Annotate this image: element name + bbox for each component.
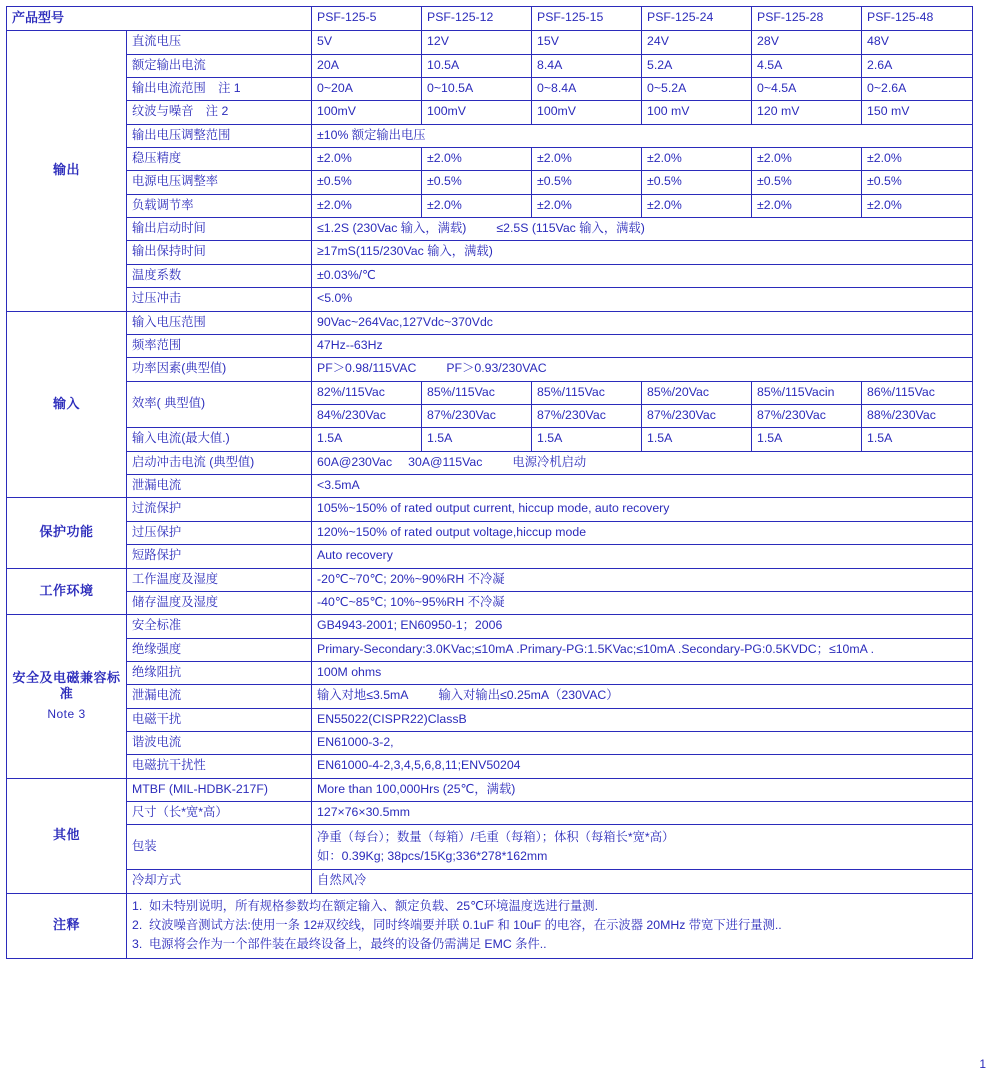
safety-leakage-value (312, 685, 973, 708)
row-label-short-circuit: 短路保护 (127, 545, 312, 568)
remark-line-2 (132, 916, 967, 935)
line-regulation-24: ±0.5% (642, 171, 752, 194)
model-psf-125-5: PSF-125-5 (312, 7, 422, 31)
power-factor-value (312, 358, 973, 381)
row-label-storage-temp: 储存温度及湿度 (127, 591, 312, 614)
over-current-value: 105%~150% of rated output current, hiccup mode, auto recovery (312, 498, 973, 521)
table-row-safety-leakage (7, 685, 973, 708)
rated-current-24: 5.2A (642, 54, 752, 77)
row-label-input-leakage: 泄漏电流 (127, 475, 312, 498)
table-row-rated-current (7, 54, 973, 77)
row-label-temp-coefficient: 温度系数 (127, 264, 312, 287)
table-row-line-regulation (7, 171, 973, 194)
remark-line-1 (132, 897, 967, 916)
mtbf-value: More than 100,000Hrs (25℃，满载) (312, 778, 973, 801)
startup-time-value (312, 218, 973, 241)
category-remarks: 注释 (7, 893, 127, 958)
ripple-noise-5: 100mV (312, 101, 422, 124)
table-row-cooling (7, 870, 973, 893)
table-row-temp-coefficient (7, 264, 973, 287)
current-range-48: 0~2.6A (862, 77, 973, 100)
table-row-hold-time (7, 241, 973, 264)
table-row-short-circuit (7, 545, 973, 568)
specification-table (6, 6, 973, 959)
startup-time-230: ≤1.2S (230Vac 输入，满载) (317, 221, 467, 236)
table-row-operating-temp (7, 568, 973, 591)
short-circuit-value: Auto recovery (312, 545, 973, 568)
inrush-current-230: 60A@230Vac (317, 454, 393, 469)
row-label-packaging: 包装 (127, 825, 312, 870)
row-label-voltage-accuracy: 稳压精度 (127, 148, 312, 171)
table-row-input-voltage-range (7, 311, 973, 334)
table-row-safety-standard (7, 615, 973, 638)
row-label-hold-time: 输出保持时间 (127, 241, 312, 264)
row-label-cooling: 冷却方式 (127, 870, 312, 893)
efficiency-230-28: 87%/230Vac (752, 405, 862, 428)
inrush-current-note: 电源冷机启动 (512, 454, 587, 469)
dielectric-value: Primary-Secondary:3.0KVac;≤10mA .Primary-PG:1.5KVac;≤10mA .Secondary-PG:0.5KVDC；≤10mA . (312, 638, 973, 661)
current-range-12: 0~10.5A (422, 77, 532, 100)
table-row-load-regulation (7, 194, 973, 217)
row-label-power-factor: 功率因素(典型值) (127, 358, 312, 381)
row-label-harmonics: 谐波电流 (127, 732, 312, 755)
row-label-frequency: 频率范围 (127, 334, 312, 357)
line-regulation-5: ±0.5% (312, 171, 422, 194)
row-label-load-regulation: 负载调节率 (127, 194, 312, 217)
table-row-voltage-accuracy (7, 148, 973, 171)
safety-leakage-output: 输入对输出≤0.25mA（230VAC） (438, 688, 619, 703)
dc-voltage-28: 28V (752, 31, 862, 54)
row-label-efficiency: 效率( 典型值) (127, 381, 312, 428)
input-current-12: 1.5A (422, 428, 532, 451)
remarks-content (127, 893, 973, 958)
row-label-operating-temp: 工作温度及湿度 (127, 568, 312, 591)
load-regulation-5: ±2.0% (312, 194, 422, 217)
table-row-packaging (7, 825, 973, 870)
category-safety (7, 615, 127, 779)
row-label-inrush-current: 启动冲击电流 (典型值) (127, 451, 312, 474)
rated-current-12: 10.5A (422, 54, 532, 77)
table-row-over-voltage (7, 521, 973, 544)
row-label-dc-voltage: 直流电压 (127, 31, 312, 54)
voltage-accuracy-15: ±2.0% (532, 148, 642, 171)
row-label-dimensions: 尺寸（长*宽*高） (127, 802, 312, 825)
ripple-noise-48: 150 mV (862, 101, 973, 124)
table-row-inrush-current (7, 451, 973, 474)
ripple-noise-24: 100 mV (642, 101, 752, 124)
dc-voltage-24: 24V (642, 31, 752, 54)
table-row-overshoot (7, 288, 973, 311)
load-regulation-48: ±2.0% (862, 194, 973, 217)
category-other: 其他 (7, 778, 127, 893)
table-row-dimensions (7, 802, 973, 825)
row-label-line-regulation: 电源电压调整率 (127, 171, 312, 194)
current-range-28: 0~4.5A (752, 77, 862, 100)
ripple-noise-15: 100mV (532, 101, 642, 124)
voltage-adj-range-value: ±10% 额定输出电压 (312, 124, 973, 147)
efficiency-115-15: 85%/115Vac (532, 381, 642, 404)
row-label-input-current: 输入电流(最大值.) (127, 428, 312, 451)
ems-value: EN61000-4-2,3,4,5,6,8,11;ENV50204 (312, 755, 973, 778)
packaging-line-1: 净重（每台）；数量（每箱）/毛重（每箱）；体积（每箱长*宽*高） (317, 830, 675, 845)
efficiency-230-48: 88%/230Vac (862, 405, 973, 428)
input-voltage-range-value: 90Vac~264Vac,127Vdc~370Vdc (312, 311, 973, 334)
category-input: 输入 (7, 311, 127, 498)
row-label-overshoot: 过压冲击 (127, 288, 312, 311)
line-regulation-12: ±0.5% (422, 171, 532, 194)
row-label-emi: 电磁干扰 (127, 708, 312, 731)
packaging-line-2: 如：0.39Kg; 38pcs/15Kg;336*278*162mm (317, 848, 548, 863)
input-leakage-value: <3.5mA (312, 475, 973, 498)
current-range-24: 0~5.2A (642, 77, 752, 100)
row-label-dielectric: 绝缘强度 (127, 638, 312, 661)
power-factor-115: PF＞0.98/115VAC (317, 361, 417, 376)
row-label-safety-leakage: 泄漏电流 (127, 685, 312, 708)
row-label-input-voltage-range: 输入电压范围 (127, 311, 312, 334)
table-row-insulation-resistance (7, 661, 973, 684)
storage-temp-value: -40℃~85℃; 10%~95%RH 不冷凝 (312, 591, 973, 614)
table-row-input-leakage (7, 475, 973, 498)
load-regulation-12: ±2.0% (422, 194, 532, 217)
frequency-value: 47Hz--63Hz (312, 334, 973, 357)
dimensions-value: 127×76×30.5mm (312, 802, 973, 825)
rated-current-5: 20A (312, 54, 422, 77)
operating-temp-value: -20℃~70℃; 20%~90%RH 不冷凝 (312, 568, 973, 591)
table-row-over-current (7, 498, 973, 521)
remark-text-3: 电源将会作为一个部件装在最终设备上，最终的设备仍需满足 EMC 条件.. (149, 936, 547, 951)
packaging-value (312, 825, 973, 870)
insulation-resistance-value: 100M ohms (312, 661, 973, 684)
table-row-mtbf (7, 778, 973, 801)
row-label-ripple-noise: 纹波与噪音 注 2 (127, 101, 312, 124)
hold-time-value: ≥17mS(115/230Vac 输入，满载) (312, 241, 973, 264)
line-regulation-28: ±0.5% (752, 171, 862, 194)
remark-number-3: 3. (132, 936, 143, 951)
overshoot-value: <5.0% (312, 288, 973, 311)
table-row-frequency (7, 334, 973, 357)
remark-line-3 (132, 935, 967, 954)
category-safety-note: Note 3 (47, 707, 86, 722)
ripple-noise-12: 100mV (422, 101, 532, 124)
model-header-label: 产品型号 (7, 7, 312, 31)
power-factor-230: PF＞0.93/230VAC (446, 361, 547, 376)
table-row-startup-time (7, 218, 973, 241)
table-row-storage-temp (7, 591, 973, 614)
line-regulation-48: ±0.5% (862, 171, 973, 194)
efficiency-230-12: 87%/230Vac (422, 405, 532, 428)
efficiency-115-24: 85%/20Vac (642, 381, 752, 404)
table-row-current-range (7, 77, 973, 100)
cooling-value: 自然风冷 (312, 870, 973, 893)
voltage-accuracy-28: ±2.0% (752, 148, 862, 171)
row-label-rated-current: 额定输出电流 (127, 54, 312, 77)
voltage-accuracy-48: ±2.0% (862, 148, 973, 171)
current-range-5: 0~20A (312, 77, 422, 100)
input-current-5: 1.5A (312, 428, 422, 451)
input-current-15: 1.5A (532, 428, 642, 451)
line-regulation-15: ±0.5% (532, 171, 642, 194)
category-protection: 保护功能 (7, 498, 127, 568)
page-number: 1 (979, 1057, 986, 1071)
table-row-voltage-adj-range (7, 124, 973, 147)
ripple-noise-28: 120 mV (752, 101, 862, 124)
row-label-mtbf: MTBF (MIL-HDBK-217F) (127, 778, 312, 801)
inrush-current-115: 30A@115Vac (408, 454, 483, 469)
inrush-current-value (312, 451, 973, 474)
category-environment: 工作环境 (7, 568, 127, 615)
load-regulation-28: ±2.0% (752, 194, 862, 217)
voltage-accuracy-12: ±2.0% (422, 148, 532, 171)
current-range-15: 0~8.4A (532, 77, 642, 100)
load-regulation-24: ±2.0% (642, 194, 752, 217)
model-psf-125-24: PSF-125-24 (642, 7, 752, 31)
voltage-accuracy-5: ±2.0% (312, 148, 422, 171)
table-row-dc-voltage (7, 31, 973, 54)
category-output: 输出 (7, 31, 127, 311)
safety-leakage-ground: 输入对地≤3.5mA (317, 688, 409, 703)
table-row-ems (7, 755, 973, 778)
table-row-ripple-noise (7, 101, 973, 124)
dc-voltage-15: 15V (532, 31, 642, 54)
row-label-current-range: 输出电流范围 注 1 (127, 77, 312, 100)
table-row-header (7, 7, 973, 31)
table-row-dielectric (7, 638, 973, 661)
remark-text-2: 纹波噪音测试方法:使用一条 12#双绞线，同时终端要并联 0.1uF 和 10uF 的电容，在示波器 20MHz 带宽下进行量测.. (149, 917, 782, 932)
remark-text-1: 如未特别说明，所有规格参数均在额定输入、额定负载、25℃环境温度选进行量测. (149, 898, 598, 913)
efficiency-115-48: 86%/115Vac (862, 381, 973, 404)
load-regulation-15: ±2.0% (532, 194, 642, 217)
table-row-efficiency-115 (7, 381, 973, 404)
row-label-over-voltage: 过压保护 (127, 521, 312, 544)
row-label-insulation-resistance: 绝缘阻抗 (127, 661, 312, 684)
row-label-startup-time: 输出启动时间 (127, 218, 312, 241)
input-current-24: 1.5A (642, 428, 752, 451)
table-row-emi (7, 708, 973, 731)
model-psf-125-15: PSF-125-15 (532, 7, 642, 31)
harmonics-value: EN61000-3-2, (312, 732, 973, 755)
efficiency-115-5: 82%/115Vac (312, 381, 422, 404)
emi-value: EN55022(CISPR22)ClassB (312, 708, 973, 731)
row-label-over-current: 过流保护 (127, 498, 312, 521)
efficiency-230-15: 87%/230Vac (532, 405, 642, 428)
remark-number-2: 2. (132, 917, 143, 932)
temp-coefficient-value: ±0.03%/℃ (312, 264, 973, 287)
rated-current-28: 4.5A (752, 54, 862, 77)
efficiency-230-5: 84%/230Vac (312, 405, 422, 428)
input-current-28: 1.5A (752, 428, 862, 451)
table-row-input-current (7, 428, 973, 451)
row-label-voltage-adj-range: 输出电压调整范围 (127, 124, 312, 147)
table-row-power-factor (7, 358, 973, 381)
dc-voltage-48: 48V (862, 31, 973, 54)
voltage-accuracy-24: ±2.0% (642, 148, 752, 171)
model-psf-125-12: PSF-125-12 (422, 7, 532, 31)
dc-voltage-12: 12V (422, 31, 532, 54)
dc-voltage-5: 5V (312, 31, 422, 54)
over-voltage-value: 120%~150% of rated output voltage,hiccup mode (312, 521, 973, 544)
model-psf-125-48: PSF-125-48 (862, 7, 973, 31)
table-row-remarks (7, 893, 973, 958)
table-row-harmonics (7, 732, 973, 755)
remark-number-1: 1. (132, 898, 143, 913)
efficiency-115-28: 85%/115Vacin (752, 381, 862, 404)
row-label-ems: 电磁抗干扰性 (127, 755, 312, 778)
safety-standard-value: GB4943-2001; EN60950-1；2006 (312, 615, 973, 638)
efficiency-115-12: 85%/115Vac (422, 381, 532, 404)
category-safety-label: 安全及电磁兼容标准 (12, 669, 121, 701)
startup-time-115: ≤2.5S (115Vac 输入，满载) (496, 221, 645, 236)
rated-current-48: 2.6A (862, 54, 973, 77)
model-psf-125-28: PSF-125-28 (752, 7, 862, 31)
rated-current-15: 8.4A (532, 54, 642, 77)
input-current-48: 1.5A (862, 428, 973, 451)
row-label-safety-standard: 安全标准 (127, 615, 312, 638)
efficiency-230-24: 87%/230Vac (642, 405, 752, 428)
